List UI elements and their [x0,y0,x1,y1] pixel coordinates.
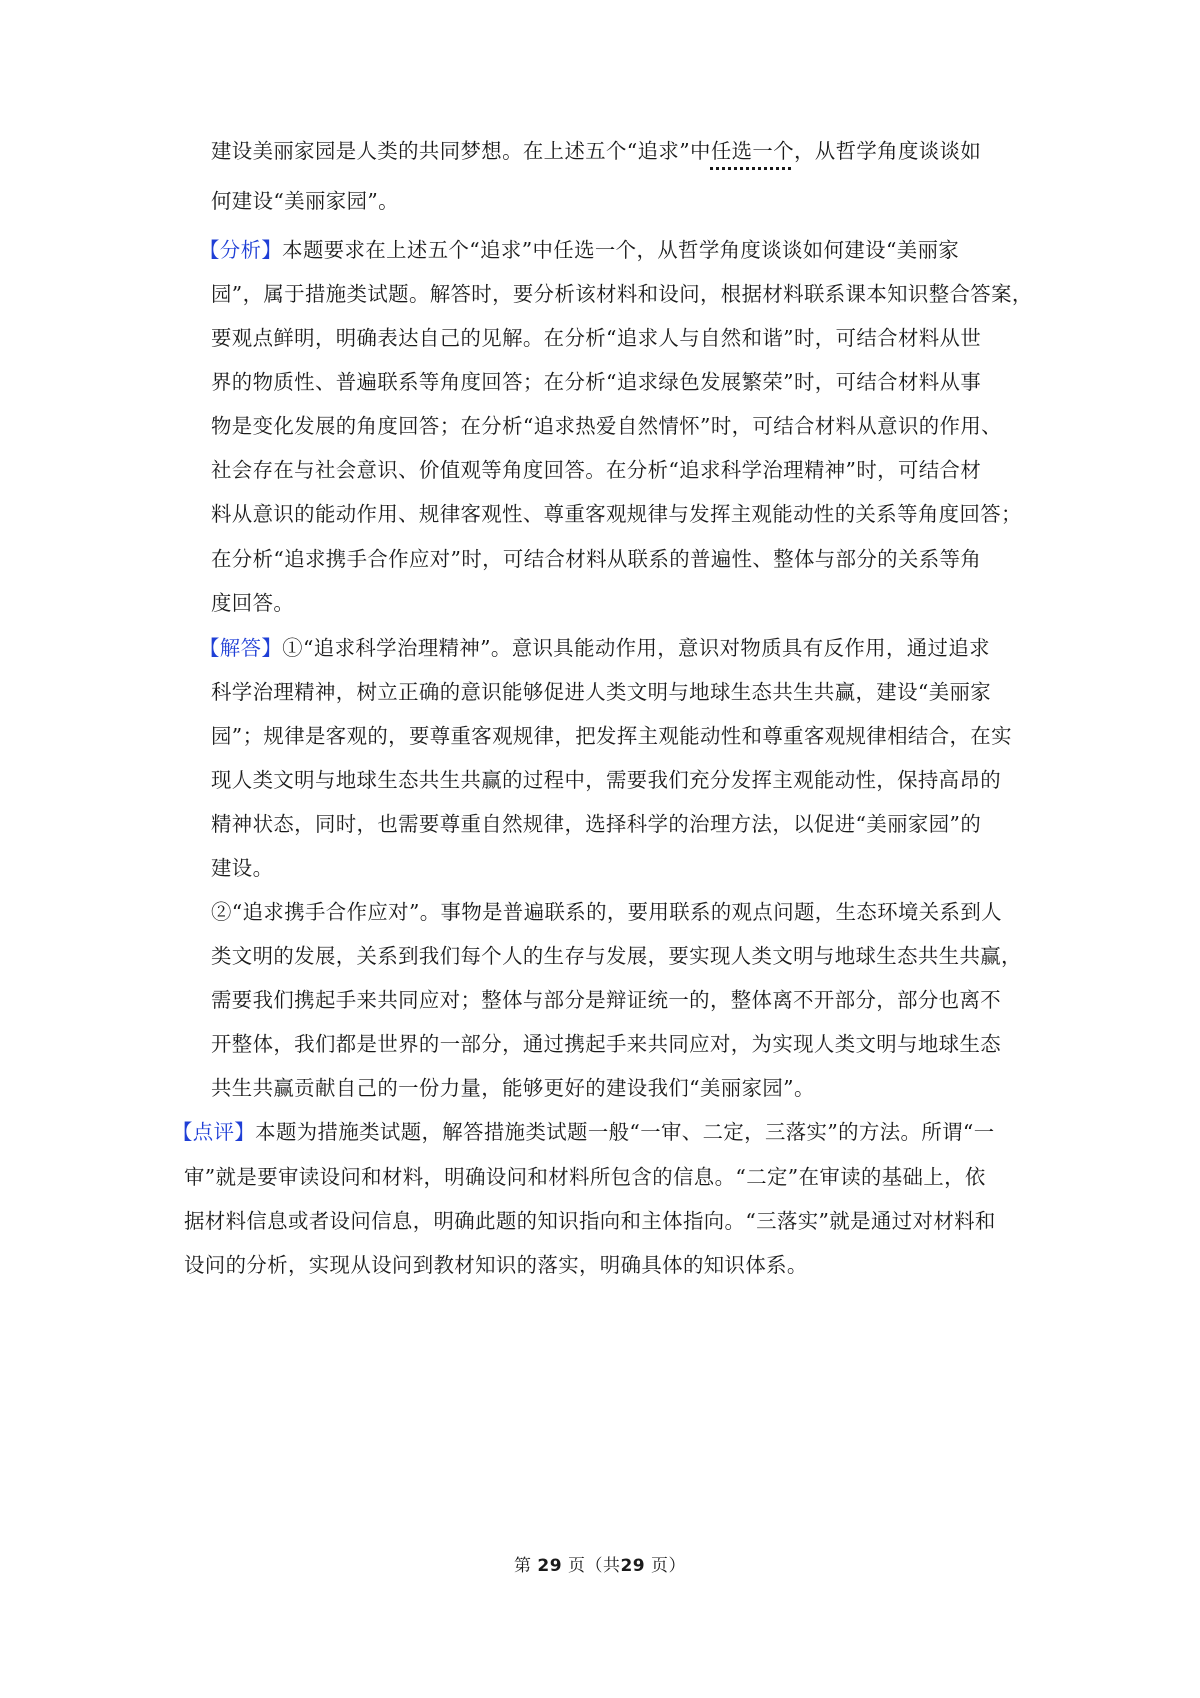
answer-line-1 [199,634,990,662]
question-line-1-suffix: ，从哲学角度谈谈如 [794,139,982,163]
comment-line: 审”就是要审读设问和材料，明确设问和材料所包含的信息。“二定”在审读的基础上，依 [184,1165,986,1189]
analysis-line: 料从意识的能动作用、规律客观性、尊重客观规律与发挥主观能动性的关系等角度回答； [211,502,1022,526]
analysis-line: 园”，属于措施类试题。解答时，要分析该材料和设问，根据材料联系课本知识整合答案， [211,282,1033,306]
footer-middle: 页（共 [567,1556,621,1576]
page-footer [0,1551,1200,1576]
answer-text: ①“追求科学治理精神”。意识具能动作用，意识对物质具有反作用，通过追求 [282,636,990,660]
comment-tag: 【点评】 [172,1120,256,1144]
footer-page-number: 29 [537,1556,563,1576]
answer-line: 类文明的发展，关系到我们每个人的生存与发展，要实现人类文明与地球生态共生共赢， [211,944,1022,968]
analysis-line: 物是变化发展的角度回答；在分析“追求热爱自然情怀”时，可结合材料从意识的作用、 [211,414,1002,438]
analysis-line-1 [199,236,959,264]
answer-tag: 【解答】 [199,636,283,660]
comment-text: 本题为措施类试题，解答措施类试题一般“一审、二定，三落实”的方法。所谓“一 [255,1120,995,1144]
answer-line: 园”；规律是客观的，要尊重客观规律，把发挥主观能动性和尊重客观规律相结合，在实 [211,724,1012,748]
answer-line: 现人类文明与地球生态共生共赢的过程中，需要我们充分发挥主观能动性，保持高昂的 [211,768,1002,792]
footer-total-pages: 29 [620,1556,646,1576]
answer-line: 科学治理精神，树立正确的意识能够促进人类文明与地球生态共生共赢，建设“美丽家 [211,680,992,704]
comment-line: 据材料信息或者设问信息，明确此题的知识指向和主体指向。“三落实”就是通过对材料和 [184,1209,996,1233]
analysis-line: 社会存在与社会意识、价值观等角度回答。在分析“追求科学治理精神”时，可结合材 [211,458,982,482]
question-emphasis: 任选一个 [710,139,795,163]
comment-line: 设问的分析，实现从设问到教材知识的落实，明确具体的知识体系。 [184,1253,808,1277]
analysis-line: 度回答。 [211,591,295,615]
footer-prefix: 第 [513,1556,532,1576]
answer-line: 精神状态，同时，也需要尊重自然规律，选择科学的治理方法，以促进“美丽家园”的 [211,812,982,836]
question-line-1 [211,137,981,165]
analysis-line: 界的物质性、普遍联系等角度回答；在分析“追求绿色发展繁荣”时，可结合材料从事 [211,370,982,394]
question-line-1-prefix: 建设美丽家园是人类的共同梦想。在上述五个“追求”中 [211,139,711,163]
question-line-2: 何建设“美丽家园”。 [211,189,399,213]
comment-line-1 [172,1118,995,1146]
analysis-tag: 【分析】 [199,238,283,262]
footer-suffix: 页） [651,1556,687,1576]
answer-line: 共生共赢贡献自己的一份力量，能够更好的建设我们“美丽家园”。 [211,1076,815,1100]
answer-line: ②“追求携手合作应对”。事物是普遍联系的，要用联系的观点问题，生态环境关系到人 [211,900,1002,924]
analysis-line: 在分析“追求携手合作应对”时，可结合材料从联系的普遍性、整体与部分的关系等角 [211,547,982,571]
analysis-text: 本题要求在上述五个“追求”中任选一个，从哲学角度谈谈如何建设“美丽家 [282,238,960,262]
answer-line: 开整体，我们都是世界的一部分，通过携起手来共同应对，为实现人类文明与地球生态 [211,1032,1002,1056]
answer-line: 建设。 [211,856,274,880]
analysis-line: 要观点鲜明，明确表达自己的见解。在分析“追求人与自然和谐”时，可结合材料从世 [211,326,982,350]
answer-line: 需要我们携起手来共同应对；整体与部分是辩证统一的，整体离不开部分，部分也离不 [211,988,1002,1012]
